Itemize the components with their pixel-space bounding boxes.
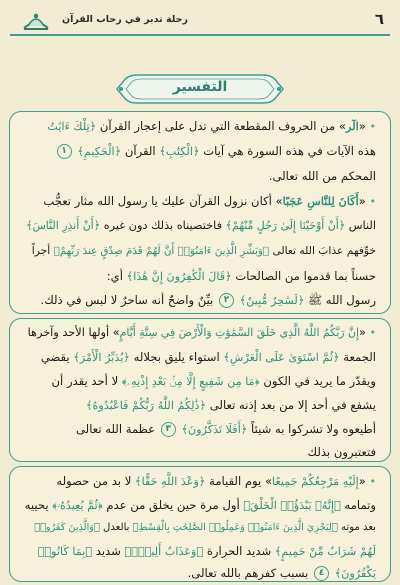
quran-text: ﴿ثُمَّ اسْتَوَىٰ عَلَى الْعَرْشِ﴾ — [223, 351, 340, 364]
text-segment: الناس — [348, 219, 376, 232]
text-segment: يقضي — [40, 350, 70, 364]
text-line — [24, 445, 376, 459]
text-segment: « — [358, 474, 366, 488]
text-segment: بعد موته — [341, 522, 376, 533]
text-segment: « — [358, 119, 366, 133]
text-segment: ويقدّر ما يريد في الكون — [263, 374, 376, 388]
quran-text: ﴿ذَٰلِكُمُ اللَّهُ رَبُّكُمْ فَاعْبُدُوهُ﴾ — [85, 399, 207, 412]
text-segment: هذه الآيات في هذه السورة هي آيات — [203, 144, 376, 158]
text-segment: أجراً — [31, 244, 51, 257]
quran-text: ﴿الْحَكِيمِ﴾ — [77, 145, 122, 158]
text-segment: لا أحد يقدر أن — [51, 374, 119, 388]
quran-text: ﴿ثُمَّ يُعِيدُهُۥ﴾ — [52, 499, 103, 512]
text-segment: فتعتبرون بذلك — [307, 445, 376, 459]
text-segment: وتمامه — [344, 498, 376, 512]
text-line — [24, 474, 376, 489]
text-segment: استواء يليق بجلاله — [133, 350, 220, 364]
text-segment: بسبب كفرهم بالله تعالى. — [187, 566, 309, 580]
text-segment: أول مرة حين يخلق من عدم — [106, 498, 240, 512]
quran-text: يَكْفُرُونَ﴾ — [334, 567, 376, 580]
quran-text: الٓر — [346, 119, 359, 133]
text-segment: » يوم القيامة — [209, 474, 273, 488]
bullet-icon: • — [369, 120, 376, 133]
text-line — [24, 244, 376, 258]
quran-text: ﴿أَنْ أَوْحَيْنَا إِلَىٰ رَجُلٍ مِّنْهُمْ﴾ — [225, 219, 346, 232]
text-line — [24, 144, 376, 159]
quran-text: ﴿لَسَٰحِرٌ مُّبِينٌ﴾ — [239, 294, 305, 307]
text-segment: يشفع في أحد إلا من بعد إذنه تعالى — [209, 398, 376, 412]
text-segment: الجمعة — [343, 350, 376, 364]
quran-text: ﴿وَالَّذِينَ كَفَرُوا۟ — [34, 522, 100, 533]
quran-text: ﴿لِيَجْزِيَ الَّذِينَ ءَامَنُوا۟ وَعَمِلُوا۟ الصَّٰلِحَٰتِ بِالْقِسْطِ﴾ — [132, 522, 338, 533]
text-segment: فاختصيناه بذلك دون غيره — [103, 219, 222, 232]
text-line — [24, 326, 376, 340]
tafsir-block-3 — [9, 466, 391, 582]
quran-text: لَهُمْ شَرَابٌ مِّنْ حَمِيمٍ﴾ — [274, 545, 376, 558]
quran-text: ﴿أَفَلَا تَذَكَّرُونَ﴾ — [181, 423, 248, 436]
text-segment: رسول الله ﷺ — [308, 293, 376, 307]
quran-text: أَكَانَ لِلنَّاسِ عَجَبًا — [282, 194, 359, 208]
text-line — [24, 398, 376, 413]
quran-text: ﴿وَعْدَ اللَّهِ حَقًّا﴾ — [135, 475, 206, 488]
text-segment: شديد — [95, 544, 121, 558]
text-segment: شديد الحرارة — [206, 544, 272, 558]
text-segment: بالعدل — [103, 522, 130, 533]
page-number: ٦ — [374, 10, 384, 28]
tafsir-block-2 — [9, 318, 391, 462]
text-segment: بيِّنٌ واضحٌ أنه ساحرٌ لا لبس في ذلك. — [40, 293, 214, 307]
text-line — [24, 350, 376, 365]
text-line — [24, 293, 376, 308]
text-line — [24, 374, 376, 389]
text-segment: لا بد من حصوله — [56, 474, 132, 488]
quran-text: إِنَّ رَبَّكُمُ اللَّهُ الَّذِي خَلَقَ السَّمَٰوَٰتِ وَالْأَرْضَ فِي سِتَّةِ أَيَّامٍ — [119, 326, 359, 339]
text-line — [24, 422, 376, 437]
text-segment: « — [358, 194, 366, 208]
text-line — [24, 194, 376, 209]
quran-text: ﴿الْكِتَٰبِ﴾ — [159, 145, 200, 158]
text-segment: حسناً بما قدموا من الصالحات — [235, 269, 376, 283]
text-line — [24, 169, 376, 183]
text-line — [24, 566, 376, 581]
text-segment: يحييه — [24, 498, 49, 512]
text-line — [24, 544, 376, 559]
section-title: التفسير — [172, 79, 228, 95]
text-line — [24, 269, 376, 284]
text-line — [24, 521, 376, 535]
page-header — [10, 8, 390, 36]
quran-text: ﴿تِلْكَ ءَايَٰتُ — [47, 120, 97, 133]
text-line — [24, 119, 376, 134]
text-segment: « — [358, 326, 366, 339]
quran-text: ﴿مَا مِن شَفِيعٍ إِلَّا مِنۢ بَعْدِ إِذْنِهِۦ﴾ — [121, 375, 260, 388]
text-segment: عظمة الله تعالى — [76, 422, 156, 436]
quran-text: ﴿بِمَا كَانُوا۟ — [37, 545, 93, 558]
bullet-icon: • — [369, 326, 376, 339]
book-logo-icon — [22, 8, 50, 32]
section-title-banner — [115, 72, 285, 106]
bullet-icon: • — [369, 475, 376, 488]
book-title: رحلة تدبر في رحاب القرآن — [62, 14, 188, 25]
text-segment: » أكان نزول القرآن عليك يا رسول الله مثار تعجُّب — [43, 194, 283, 208]
verse-number: ٤ — [314, 566, 329, 581]
text-segment: القرآن — [124, 144, 156, 158]
text-line — [24, 219, 376, 233]
quran-text: ﴿قَالَ الْكَٰفِرُونَ إِنَّ هَٰذَا﴾ — [126, 270, 232, 283]
quran-text: ﴿وَبَشِّرِ الَّذِينَ ءَامَنُوٓا۟ أَنَّ لَهُمْ قَدَمَ صِدْقٍ عِندَ رَبِّهِمْ﴾ — [53, 245, 270, 257]
verse-number: ٣ — [161, 422, 176, 437]
text-segment: » أولها الأحد وآخرها — [27, 326, 120, 339]
text-segment: خوِّفهم عذابَ الله تعالى — [272, 244, 376, 257]
text-segment: المحكم من الله تعالى. — [268, 169, 376, 183]
text-line — [24, 498, 376, 513]
quran-text: ﴿إِنَّهُۥ يَبْدَؤُا۟ الْخَلْقَ﴾ — [243, 499, 341, 512]
text-segment: أي: — [106, 269, 123, 283]
quran-text: ﴿يُدَبِّرُ الْأَمْرَ﴾ — [73, 351, 130, 364]
quran-text: ﴿أَنْ أَنذِرِ النَّاسَ﴾ — [26, 219, 101, 232]
verse-number: ٢ — [219, 293, 234, 308]
text-segment: » من الحروف المقطعة التي تدل على إعجاز القرآن — [99, 119, 347, 133]
bullet-icon: • — [369, 195, 376, 208]
quran-text: إِلَيْهِ مَرْجِعُكُمْ جَمِيعًا — [272, 475, 359, 488]
text-segment: أطيعوه ولا تشركوا به شيئاً — [251, 422, 376, 436]
tafsir-block-1 — [9, 111, 391, 314]
verse-number: ١ — [57, 144, 72, 159]
quran-text: ﴿وَعَذَابٌ أَلِيمٌۢ﴾ — [124, 545, 204, 558]
